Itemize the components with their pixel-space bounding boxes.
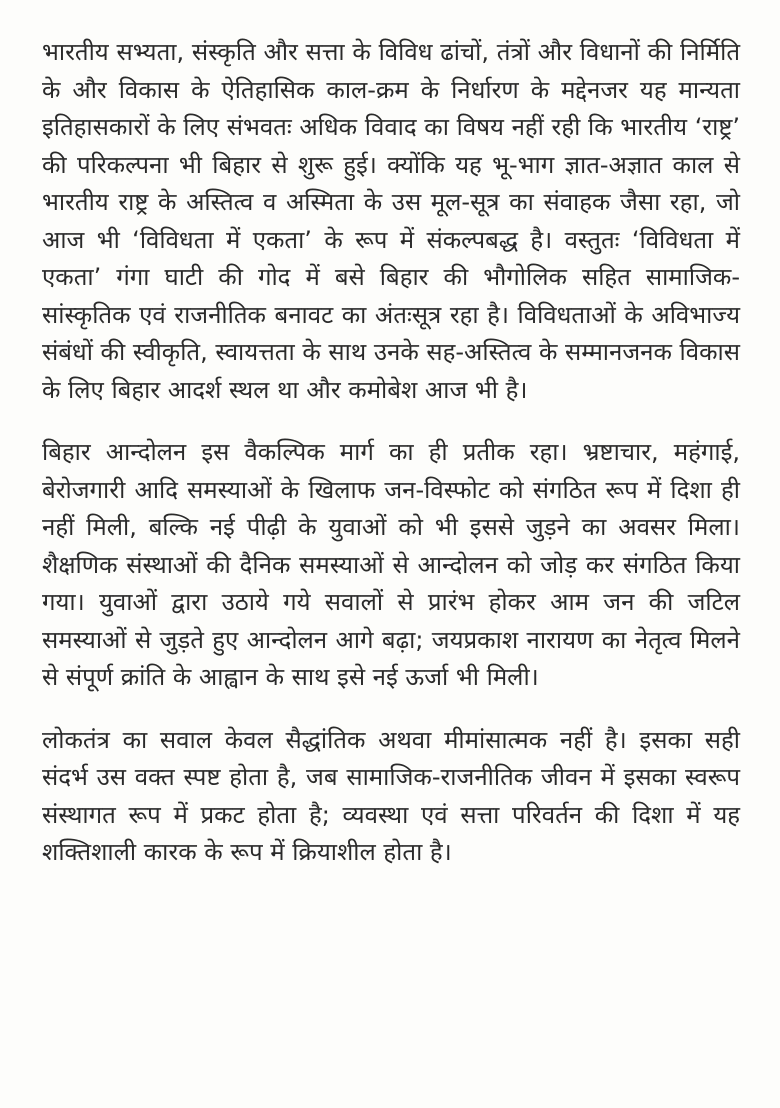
paragraph-3: लोकतंत्र का सवाल केवल सैद्धांतिक अथवा मीमांसात्मक नहीं है। इसका सही संदर्भ उस वक्त स्पष्ट होता है, जब सामाजिक-राजनीतिक जीवन में इसका स्वरूप संस्थागत रूप में प्रकट होता है; व्यवस्था एवं सत्ता परिवर्तन की दिशा में यह शक्तिशाली कारक के रूप में क्रियाशील होता है। [42, 725, 740, 866]
paragraph-2: बिहार आन्दोलन इस वैकल्पिक मार्ग का ही प्रतीक रहा। भ्रष्टाचार, महंगाई, बेरोजगारी आदि समस्याओं के खिलाफ जन-विस्फोट को संगठित रूप में दिशा ही नहीं मिली, बल्कि नई पीढ़ी के युवाओं को भी इससे जुड़ने का अवसर मिला। शैक्षणिक संस्थाओं की दैनिक समस्याओं से आन्दोलन को जोड़ कर संगठित किया गया। युवाओं द्वारा उठाये गये सवालों से प्रारंभ होकर आम जन की जटिल समस्याओं से जुड़ते हुए आन्दोलन आगे बढ़ा; जयप्रकाश नारायण का नेतृत्व मिलने से संपूर्ण क्रांति के आह्वान के साथ इसे नई ऊर्जा भी मिली। [42, 438, 740, 691]
paragraph-1: भारतीय सभ्यता, संस्कृति और सत्ता के विविध ढांचों, तंत्रों और विधानों की निर्मिति के और विकास के ऐतिहासिक काल-क्रम के निर्धारण के मद्देनजर यह मान्यता इतिहासकारों के लिए संभवतः अधिक विवाद का विषय नहीं रही कि भारतीय ‘राष्ट्र’ की परिकल्पना भी बिहार से शुरू हुई। क्योंकि यह भू-भाग ज्ञात-अज्ञात काल से भारतीय राष्ट्र के अस्तित्व व अस्मिता के उस मूल-सूत्र का संवाहक जैसा रहा, जो आज भी ‘विविधता में एकता’ के रूप में संकल्पबद्ध है। वस्तुतः ‘विविधता में एकता’ गंगा घाटी की गोद में बसे बिहार की भौगोलिक सहित सामाजिक-सांस्कृतिक एवं राजनीतिक बनावट का अंतःसूत्र रहा है। विविधताओं के अविभाज्य संबंधों की स्वीकृति, स्वायत्तता के साथ उनके सह-अस्तित्व के सम्मानजनक विकास के लिए बिहार आदर्श स्थल था और कमोबेश आज भी है। [42, 38, 740, 404]
